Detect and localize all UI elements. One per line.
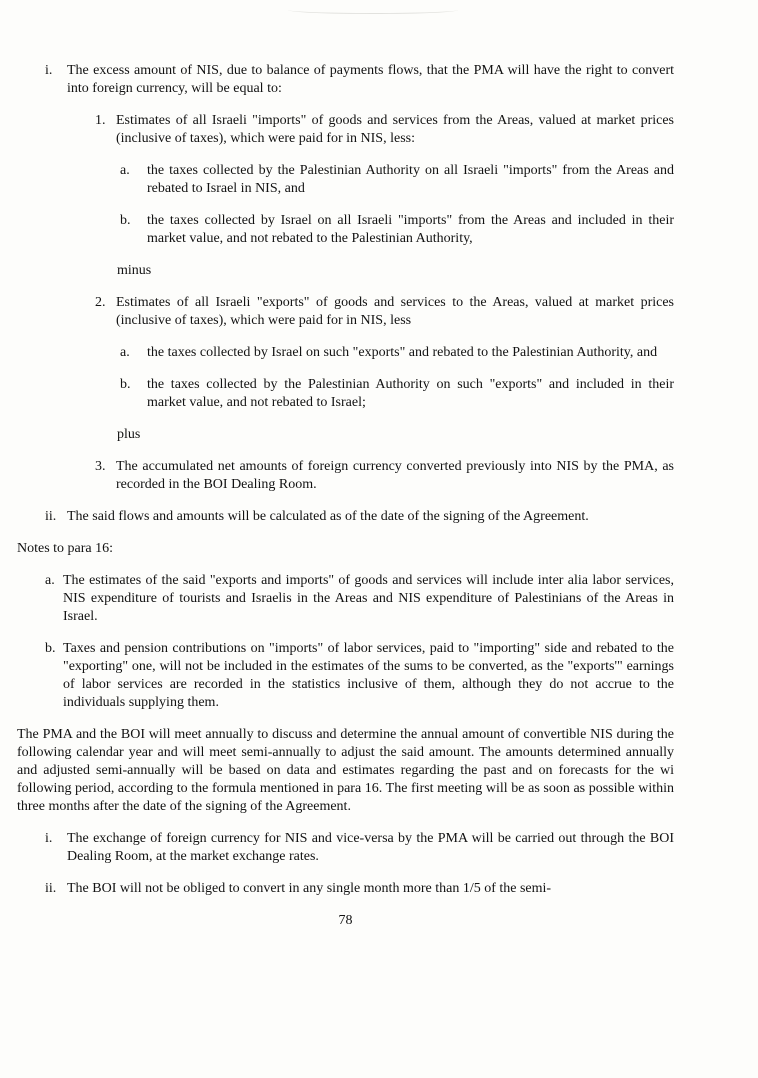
list-item-text: the taxes collected by Israel on such "exports" and rebated to the Palestinian Authority, and: [147, 345, 658, 360]
list-item: [45, 830, 674, 866]
list-item-marker: ii.: [45, 509, 57, 524]
list-item-marker: a.: [120, 163, 130, 178]
note-item: [45, 572, 674, 626]
list-item-marker: b.: [120, 377, 131, 392]
list-item-marker: i.: [45, 831, 53, 846]
page-number: 78: [338, 913, 353, 928]
list-item-text: The exchange of foreign currency for NIS and vice-versa by the PMA will be carried out through the BOI Dealing Room, at the market exchange rates.: [67, 831, 674, 864]
list-item-text: Estimates of all Israeli "exports" of goods and services to the Areas, valued at market prices (inclusive of taxes), which were paid for in NIS, less: [116, 295, 674, 328]
list-item-marker: b.: [120, 213, 131, 228]
list-item: [120, 344, 674, 362]
list-item-text: The accumulated net amounts of foreign currency converted previously into NIS by the PMA, as recorded in the BOI Dealing Room.: [116, 459, 674, 492]
list-item: [95, 458, 674, 494]
list-item: [120, 212, 674, 248]
list-item: [120, 162, 674, 198]
notes-heading: Notes to para 16:: [17, 541, 114, 556]
list-item-text: Estimates of all Israeli "imports" of goods and services from the Areas, valued at market prices (inclusive of taxes), which were paid for in NIS, less:: [116, 113, 674, 146]
list-item-marker: a.: [45, 573, 55, 588]
list-item: [120, 376, 674, 412]
list-item-marker: 3.: [95, 459, 106, 474]
list-item-marker: b.: [45, 641, 56, 656]
list-item: [45, 880, 674, 898]
list-item-marker: i.: [45, 63, 53, 78]
list-item-marker: a.: [120, 345, 130, 360]
list-item-marker: 1.: [95, 113, 106, 128]
list-item-text: The BOI will not be obliged to convert in any single month more than 1/5 of the semi-: [67, 881, 552, 896]
list-item-text: the taxes collected by the Palestinian Authority on such "exports" and included in their market value, and not rebated to Israel;: [147, 377, 674, 410]
list-item: [45, 508, 674, 526]
list-item-marker: 2.: [95, 295, 106, 310]
list-item-text: Taxes and pension contributions on "imports" of labor services, paid to "importing" side and rebated to the "exporting" one, will not be included in the estimates of the sums to be converted, as the "exports'" earnings of labor services are recorded in the statistics inclusive of them, although they do not accrue to the individuals supplying them.: [63, 641, 674, 710]
connector-word: plus: [117, 427, 141, 442]
body-paragraph: The PMA and the BOI will meet annually to discuss and determine the annual amount of convertible NIS during the following calendar year and will meet semi-annually to adjust the said amount. The amounts determined annually and adjusted semi-annually will be based on data and estimates regarding the past and on forecasts for the wi following period, according to the formula mentioned in para 16. The first meeting will be as soon as possible within three months after the date of the signing of the Agreement.: [17, 727, 674, 814]
list-item-text: the taxes collected by Israel on all Israeli "imports" from the Areas and included in their market value, and not rebated to the Palestinian Authority,: [147, 213, 674, 246]
list-item: [95, 294, 674, 330]
list-item-marker: ii.: [45, 881, 57, 896]
list-item: [45, 62, 674, 98]
list-item: [95, 112, 674, 148]
note-item: [45, 640, 674, 712]
list-item-text: The estimates of the said "exports and imports" of goods and services will include inter alia labor services, NIS expenditure of tourists and Israelis in the Areas and NIS expenditure of Palestinians of the Areas in Israel.: [63, 573, 674, 624]
connector-word: minus: [117, 263, 152, 278]
scan-artifact: [288, 6, 458, 14]
list-item-text: the taxes collected by the Palestinian Authority on all Israeli "imports" from the Areas and rebated to Israel in NIS, and: [147, 163, 674, 196]
list-item-text: The said flows and amounts will be calculated as of the date of the signing of the Agreement.: [67, 509, 589, 524]
list-item-text: The excess amount of NIS, due to balance of payments flows, that the PMA will have the right to convert into foreign currency, will be equal to:: [67, 63, 674, 96]
